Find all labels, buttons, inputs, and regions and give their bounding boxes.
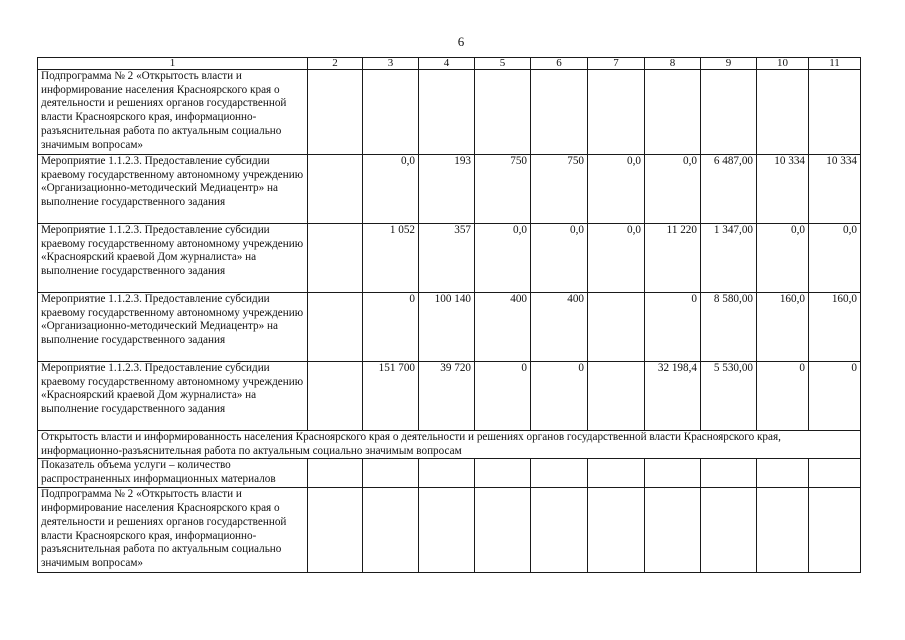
table-cell: 0,0 (531, 224, 588, 293)
table-cell (809, 488, 861, 573)
table-cell: 0,0 (588, 155, 645, 224)
row-description: Подпрограмма № 2 «Открытость власти и информирование населения Красноярского края о деятельности и решениях органов государственной власти Красноярского края, информационно-разъяснительная работа по актуальным социально значимым вопросам» (38, 70, 308, 155)
row-description: Мероприятие 1.1.2.3. Предоставление субсидии краевому государственному автономному учреждению «Организационно-методический Медиацентр» на выполнение государственного задания (38, 155, 308, 224)
table-cell (308, 155, 363, 224)
table-cell (419, 488, 475, 573)
column-header: 11 (809, 58, 861, 70)
indicator-description: Показатель объема услуги – количество распространенных информационных материалов (38, 459, 308, 488)
table-row (38, 293, 861, 362)
table-cell: 1 052 (363, 224, 419, 293)
table-cell: 10 334 (809, 155, 861, 224)
table-cell: 10 334 (757, 155, 809, 224)
column-header: 7 (588, 58, 645, 70)
table-cell (308, 224, 363, 293)
table-cell: 100 140 (419, 293, 475, 362)
table-cell (475, 459, 531, 488)
table-cell (588, 70, 645, 155)
table-cell: 0,0 (363, 155, 419, 224)
table-row (38, 488, 861, 573)
table-cell: 193 (419, 155, 475, 224)
table-cell: 0 (757, 362, 809, 431)
table-cell (701, 70, 757, 155)
table-cell: 0 (531, 362, 588, 431)
table-cell: 750 (531, 155, 588, 224)
column-header: 10 (757, 58, 809, 70)
table-cell (419, 70, 475, 155)
table-cell (531, 459, 588, 488)
table-cell: 32 198,4 (645, 362, 701, 431)
page-number: 6 (457, 34, 465, 49)
table-cell: 39 720 (419, 362, 475, 431)
table-cell: 400 (531, 293, 588, 362)
section-header-row (38, 431, 861, 459)
row-description: Подпрограмма № 2 «Открытость власти и информирование населения Красноярского края о деятельности и решениях органов государственной власти Красноярского края, информационно-разъяснительная работа по актуальным социально значимым вопросам» (38, 488, 308, 573)
table-cell (588, 293, 645, 362)
table-cell (308, 488, 363, 573)
table-cell: 1 347,00 (701, 224, 757, 293)
table-row (38, 70, 861, 155)
table-cell: 0,0 (588, 224, 645, 293)
table-cell (588, 488, 645, 573)
table-cell (363, 488, 419, 573)
table-cell (419, 459, 475, 488)
table-cell: 0,0 (645, 155, 701, 224)
section-description: Открытость власти и информированность населения Красноярского края о деятельности и решениях органов государственной власти Красноярского края, информационно-разъяснительная работа по актуальным социально значимым вопросам (38, 431, 861, 459)
table-cell: 151 700 (363, 362, 419, 431)
table-cell (645, 488, 701, 573)
table-cell (308, 293, 363, 362)
column-header: 8 (645, 58, 701, 70)
report-table (37, 57, 861, 573)
column-header: 3 (363, 58, 419, 70)
table-cell: 11 220 (645, 224, 701, 293)
table-cell (475, 488, 531, 573)
table-cell (757, 70, 809, 155)
table-cell: 750 (475, 155, 531, 224)
table-cell: 5 530,00 (701, 362, 757, 431)
row-description: Мероприятие 1.1.2.3. Предоставление субсидии краевому государственному автономному учреждению «Организационно-методический Медиацентр» на выполнение государственного задания (38, 293, 308, 362)
table-cell: 0 (645, 293, 701, 362)
table-cell (531, 70, 588, 155)
table-cell (645, 70, 701, 155)
table-cell: 160,0 (809, 293, 861, 362)
table-row (38, 224, 861, 293)
column-header: 1 (38, 58, 308, 70)
table-row (38, 362, 861, 431)
table-cell (757, 488, 809, 573)
table-cell (308, 362, 363, 431)
table-cell: 0,0 (757, 224, 809, 293)
table-cell: 160,0 (757, 293, 809, 362)
table-cell (645, 459, 701, 488)
table-cell (809, 70, 861, 155)
column-header: 5 (475, 58, 531, 70)
column-header: 2 (308, 58, 363, 70)
table-cell (363, 459, 419, 488)
table-cell: 0 (809, 362, 861, 431)
table-cell (531, 488, 588, 573)
table-cell (701, 488, 757, 573)
table-cell: 6 487,00 (701, 155, 757, 224)
table-cell (475, 70, 531, 155)
table-cell (308, 459, 363, 488)
column-header-row (38, 58, 861, 70)
row-description: Мероприятие 1.1.2.3. Предоставление субсидии краевому государственному автономному учреждению «Красноярский краевой Дом журналиста» на выполнение государственного задания (38, 224, 308, 293)
table-cell (588, 459, 645, 488)
table-cell (757, 459, 809, 488)
table-cell: 0,0 (475, 224, 531, 293)
table-cell (308, 70, 363, 155)
table-cell: 0,0 (809, 224, 861, 293)
table-cell: 357 (419, 224, 475, 293)
indicator-row (38, 459, 861, 488)
table-cell: 0 (363, 293, 419, 362)
table-cell (588, 362, 645, 431)
table-cell: 0 (475, 362, 531, 431)
row-description: Мероприятие 1.1.2.3. Предоставление субсидии краевому государственному автономному учреждению «Красноярский краевой Дом журналиста» на выполнение государственного задания (38, 362, 308, 431)
table-row (38, 155, 861, 224)
column-header: 4 (419, 58, 475, 70)
table-cell (363, 70, 419, 155)
column-header: 9 (701, 58, 757, 70)
table-cell (809, 459, 861, 488)
table-cell: 400 (475, 293, 531, 362)
column-header: 6 (531, 58, 588, 70)
table-cell (701, 459, 757, 488)
table-cell: 8 580,00 (701, 293, 757, 362)
